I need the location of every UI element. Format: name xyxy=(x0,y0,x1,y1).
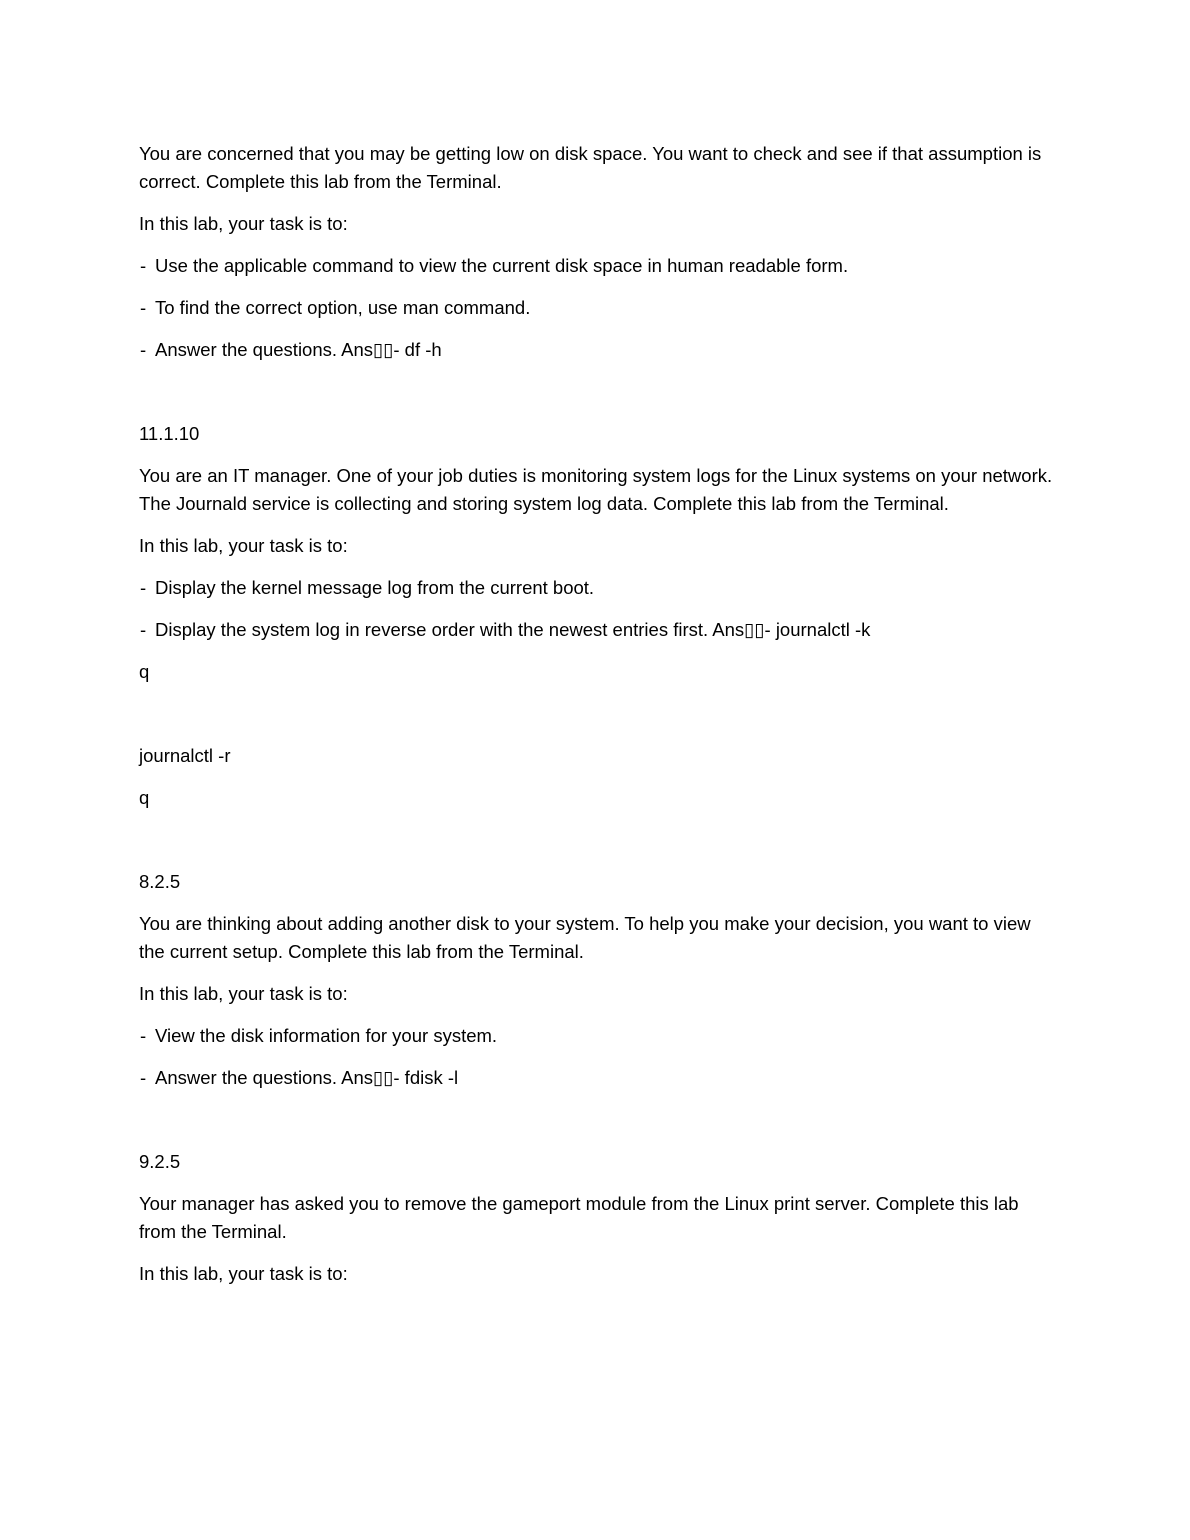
section4-heading: 9.2.5 xyxy=(139,1151,181,1172)
list-item xyxy=(140,616,1059,644)
section4-intro: Your manager has asked you to remove the gameport module from the Linux print server. Complete this lab from the Terminal. xyxy=(139,1193,1019,1242)
bullet-marker: - xyxy=(140,577,147,598)
list-item xyxy=(140,1022,1059,1050)
section2-task-lead: In this lab, your task is to: xyxy=(139,535,348,556)
bullet-text: Display the system log in reverse order with the newest entries first. Ans▯▯- journalctl -k xyxy=(155,619,871,640)
bullet-marker: - xyxy=(140,255,147,276)
list-item xyxy=(140,1064,1059,1092)
bullet-text: View the disk information for your system. xyxy=(155,1025,498,1046)
bullet-marker: - xyxy=(140,297,147,318)
section3-task-lead: In this lab, your task is to: xyxy=(139,983,348,1004)
section2-line-q2: q xyxy=(139,787,150,808)
list-item xyxy=(140,294,1059,322)
section2-intro: You are an IT manager. One of your job duties is monitoring system logs for the Linux systems on your network. The Journald service is collecting and storing system log data. Complete this lab from the Terminal. xyxy=(139,465,1053,514)
section4-task-lead: In this lab, your task is to: xyxy=(139,1263,348,1284)
list-item xyxy=(140,336,1059,364)
list-item xyxy=(140,574,1059,602)
section1-intro: You are concerned that you may be getting low on disk space. You want to check and see if that assumption is correct. Complete this lab from the Terminal. xyxy=(139,143,1042,192)
document-page xyxy=(139,140,1059,1288)
section2-heading: 11.1.10 xyxy=(139,423,200,444)
bullet-marker: - xyxy=(140,619,147,640)
bullet-text: Use the applicable command to view the current disk space in human readable form. xyxy=(155,255,849,276)
bullet-marker: - xyxy=(140,1067,147,1088)
section1-task-lead: In this lab, your task is to: xyxy=(139,213,348,234)
section2-line-q1: q xyxy=(139,661,150,682)
section2-line-command: journalctl -r xyxy=(139,745,231,766)
bullet-marker: - xyxy=(140,1025,147,1046)
bullet-marker: - xyxy=(140,339,147,360)
bullet-text: Answer the questions. Ans▯▯- df -h xyxy=(155,339,442,360)
section3-heading: 8.2.5 xyxy=(139,871,181,892)
section3-intro: You are thinking about adding another disk to your system. To help you make your decision, you want to view the current setup. Complete this lab from the Terminal. xyxy=(139,913,1031,962)
bullet-text: Display the kernel message log from the current boot. xyxy=(155,577,595,598)
bullet-text: To find the correct option, use man command. xyxy=(155,297,531,318)
bullet-text: Answer the questions. Ans▯▯- fdisk -l xyxy=(155,1067,459,1088)
list-item xyxy=(140,252,1059,280)
